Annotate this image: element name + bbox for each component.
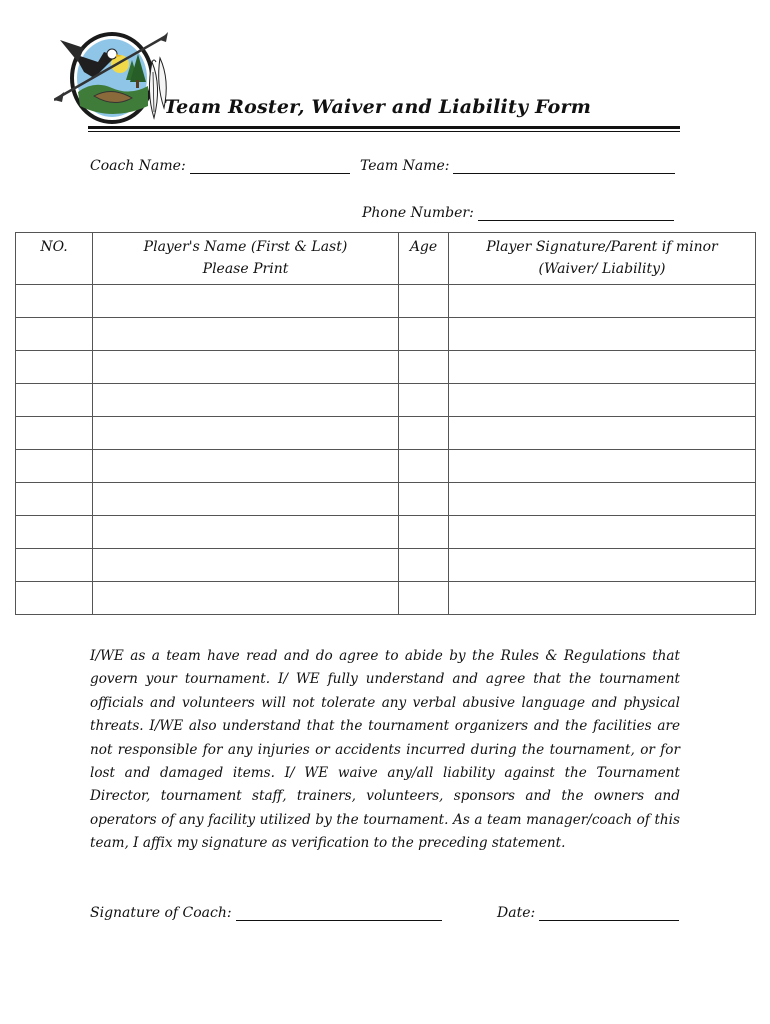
header-player-name-line2: Please Print <box>202 261 289 277</box>
cell-age[interactable] <box>399 384 449 417</box>
cell-signature[interactable] <box>449 285 756 318</box>
cell-no[interactable] <box>16 351 93 384</box>
coach-signature-line[interactable] <box>236 906 442 921</box>
cell-signature[interactable] <box>449 483 756 516</box>
roster-body <box>16 285 756 615</box>
cell-player-name[interactable] <box>93 351 399 384</box>
coach-name-line[interactable] <box>190 159 350 174</box>
cell-no[interactable] <box>16 384 93 417</box>
cell-player-name[interactable] <box>93 582 399 615</box>
cell-age[interactable] <box>399 516 449 549</box>
date-line[interactable] <box>539 906 679 921</box>
cell-signature[interactable] <box>449 351 756 384</box>
date-label: Date: <box>497 905 536 921</box>
cell-age[interactable] <box>399 351 449 384</box>
table-row <box>16 318 756 351</box>
cell-no[interactable] <box>16 483 93 516</box>
coach-signature-field <box>90 905 442 921</box>
cell-no[interactable] <box>16 516 93 549</box>
title-rule-thick <box>88 126 680 129</box>
header-player-name-line1: Player's Name (First & Last) <box>143 239 348 255</box>
header-signature-line1: Player Signature/Parent if minor <box>486 239 718 255</box>
coach-name-label: Coach Name: <box>90 158 186 174</box>
cell-player-name[interactable] <box>93 450 399 483</box>
cell-age[interactable] <box>399 285 449 318</box>
cell-no[interactable] <box>16 450 93 483</box>
cell-no[interactable] <box>16 417 93 450</box>
table-row <box>16 384 756 417</box>
cell-signature[interactable] <box>449 417 756 450</box>
header-signature-line2: (Waiver/ Liability) <box>538 261 666 277</box>
eagle-logo-icon <box>54 22 174 134</box>
phone-field <box>362 205 674 221</box>
cell-age[interactable] <box>399 549 449 582</box>
cell-age[interactable] <box>399 582 449 615</box>
phone-label: Phone Number: <box>362 205 474 221</box>
team-name-field <box>360 158 675 174</box>
table-row <box>16 417 756 450</box>
cell-player-name[interactable] <box>93 549 399 582</box>
cell-player-name[interactable] <box>93 516 399 549</box>
cell-age[interactable] <box>399 318 449 351</box>
waiver-paragraph: I/WE as a team have read and do agree to abide by the Rules & Regulations that govern your tournament. I/ WE fully understand and agree that the tournament officials and volunteers will not tolerate any verbal abusive language and physical threats. I/WE also understand that the tournament organizers and the facilities are not responsible for any injuries or accidents incurred during the tournament, or for lost and damaged items. I/ WE waive any/all liability against the Tournament Director, tournament staff, trainers, volunteers, sponsors and the owners and operators of any facility utilized by the tournament. As a team manager/coach of this team, I affix my signature as verification to the preceding statement. <box>90 648 680 852</box>
table-row <box>16 549 756 582</box>
table-row <box>16 483 756 516</box>
cell-player-name[interactable] <box>93 417 399 450</box>
table-row <box>16 450 756 483</box>
cell-no[interactable] <box>16 318 93 351</box>
header-no: NO. <box>16 233 93 285</box>
table-row <box>16 351 756 384</box>
table-row <box>16 516 756 549</box>
form-title: Team Roster, Waiver and Liability Form <box>164 96 592 118</box>
roster-header-row <box>16 233 756 285</box>
phone-line[interactable] <box>478 206 674 221</box>
table-row <box>16 582 756 615</box>
cell-no[interactable] <box>16 285 93 318</box>
cell-player-name[interactable] <box>93 285 399 318</box>
coach-name-field <box>90 158 350 174</box>
cell-signature[interactable] <box>449 516 756 549</box>
coach-signature-label: Signature of Coach: <box>90 905 232 921</box>
cell-age[interactable] <box>399 483 449 516</box>
team-name-label: Team Name: <box>360 158 450 174</box>
header-age: Age <box>399 233 449 285</box>
roster-table <box>15 232 756 615</box>
cell-player-name[interactable] <box>93 384 399 417</box>
cell-no[interactable] <box>16 549 93 582</box>
team-name-line[interactable] <box>453 159 675 174</box>
cell-signature[interactable] <box>449 318 756 351</box>
cell-age[interactable] <box>399 417 449 450</box>
cell-signature[interactable] <box>449 450 756 483</box>
date-field <box>497 905 679 921</box>
cell-player-name[interactable] <box>93 318 399 351</box>
cell-age[interactable] <box>399 450 449 483</box>
table-row <box>16 285 756 318</box>
cell-signature[interactable] <box>449 549 756 582</box>
title-rule-thin <box>88 131 680 132</box>
header-player-name <box>93 233 399 285</box>
cell-signature[interactable] <box>449 384 756 417</box>
cell-player-name[interactable] <box>93 483 399 516</box>
cell-signature[interactable] <box>449 582 756 615</box>
cell-no[interactable] <box>16 582 93 615</box>
header-signature <box>449 233 756 285</box>
